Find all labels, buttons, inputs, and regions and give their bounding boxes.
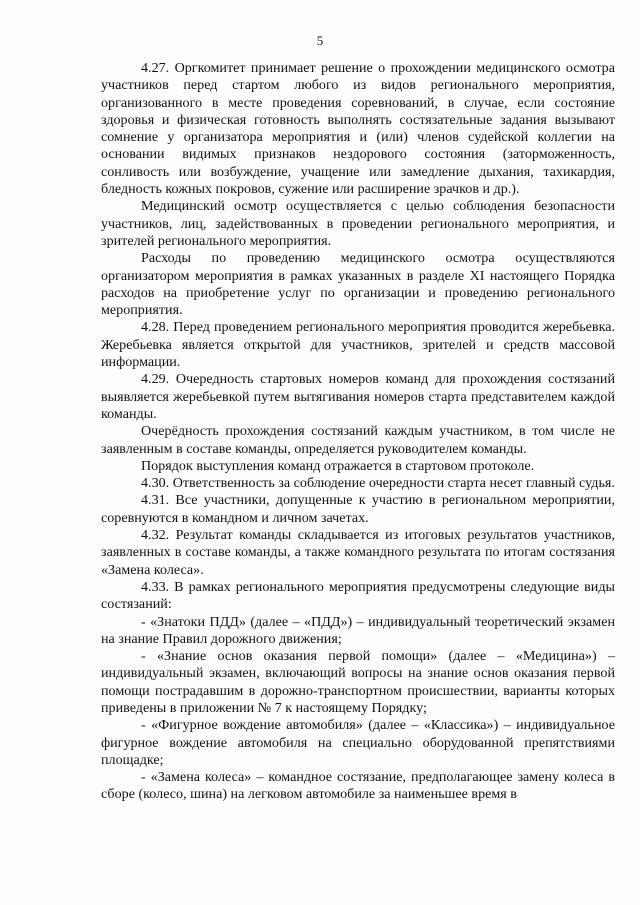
page-number: 5 — [316, 33, 324, 48]
list-item-figure-driving: - «Фигурное вождение автомобиля» (далее – «Классика») – индивидуальное фигурное вождение автомобиля на специально оборудованной препятствиями площадке; — [101, 717, 615, 768]
paragraph-order-of-competitions: Очерёдность прохождения состязаний каждым участником, в том числе не заявленным в составе команды, определяется руководителем команды. — [101, 423, 615, 457]
paragraph-4-29: 4.29. Очередность стартовых номеров команд для прохождения состязаний выявляется жеребьевкой путем вытягивания номеров старта представителем каждой команды. — [101, 371, 615, 422]
paragraph-start-protocol: Порядок выступления команд отражается в стартовом протоколе. — [141, 457, 535, 474]
paragraph-4-30: 4.30. Ответственность за соблюдение очередности старта несет главный судья. — [141, 475, 615, 492]
document-body — [101, 60, 615, 804]
paragraph-4-27: 4.27. Оргкомитет принимает решение о прохождении медицинского осмотра участников перед стартом любого из видов регионального мероприятия, организованного в месте проведения соревнований, в случае, если состояние здоровья и физическая готовность выполнять состязательные задания вызывают сомнение у организатора мероприятия и (или) членов судейской коллегии на основании видимых признаков нездорового состояния (заторможенность, сонливость или возбуждение, учащение или замедление дыхания, тахикардия, бледность кожных покровов, сужение или расширение зрачков и др.). — [101, 60, 615, 198]
list-item-first-aid: - «Знание основ оказания первой помощи» (далее – «Медицина») – индивидуальный экзамен, включающий вопросы на знание основ оказания первой помощи пострадавшим в дорожно-транспортном происшествии, варианты которых приведены в приложении № 7 к настоящему Порядку; — [101, 648, 615, 716]
paragraph-medical-exam-costs: Расходы по проведению медицинского осмотра осуществляются организатором мероприятия в рамках указанных в разделе XI настоящего Порядка расходов на приобретение услуг по организации и проведению регионального мероприятия. — [101, 250, 615, 319]
paragraph-4-28: 4.28. Перед проведением регионального мероприятия проводится жеребьевка. Жеребьевка является открытой для участников, зрителей и средств массовой информации. — [101, 319, 615, 371]
paragraph-4-32: 4.32. Результат команды складывается из итоговых результатов участников, заявленных в составе команды, а также командного результата по итогам состязания «Замена колеса». — [101, 527, 615, 578]
paragraph-medical-exam-purpose: Медицинский осмотр осуществляется с целью соблюдения безопасности участников, лиц, задействованных в проведении регионального мероприятия, и зрителей регионального мероприятия. — [101, 198, 615, 249]
paragraph-4-31: 4.31. Все участники, допущенные к участию в региональном мероприятии, соревнуются в командном и личном зачетах. — [101, 492, 615, 526]
list-item-pdd: - «Знатоки ПДД» (далее – «ПДД») – индивидуальный теоретический экзамен на знание Правил дорожного движения; — [101, 613, 615, 647]
list-item-wheel-change: - «Замена колеса» – командное состязание, предполагающее замену колеса в сборе (колесо, шина) на легковом автомобиле за наименьшее время в — [101, 769, 615, 803]
paragraph-4-33: 4.33. В рамках регионального мероприятия предусмотрены следующие виды состязаний: — [101, 578, 615, 613]
